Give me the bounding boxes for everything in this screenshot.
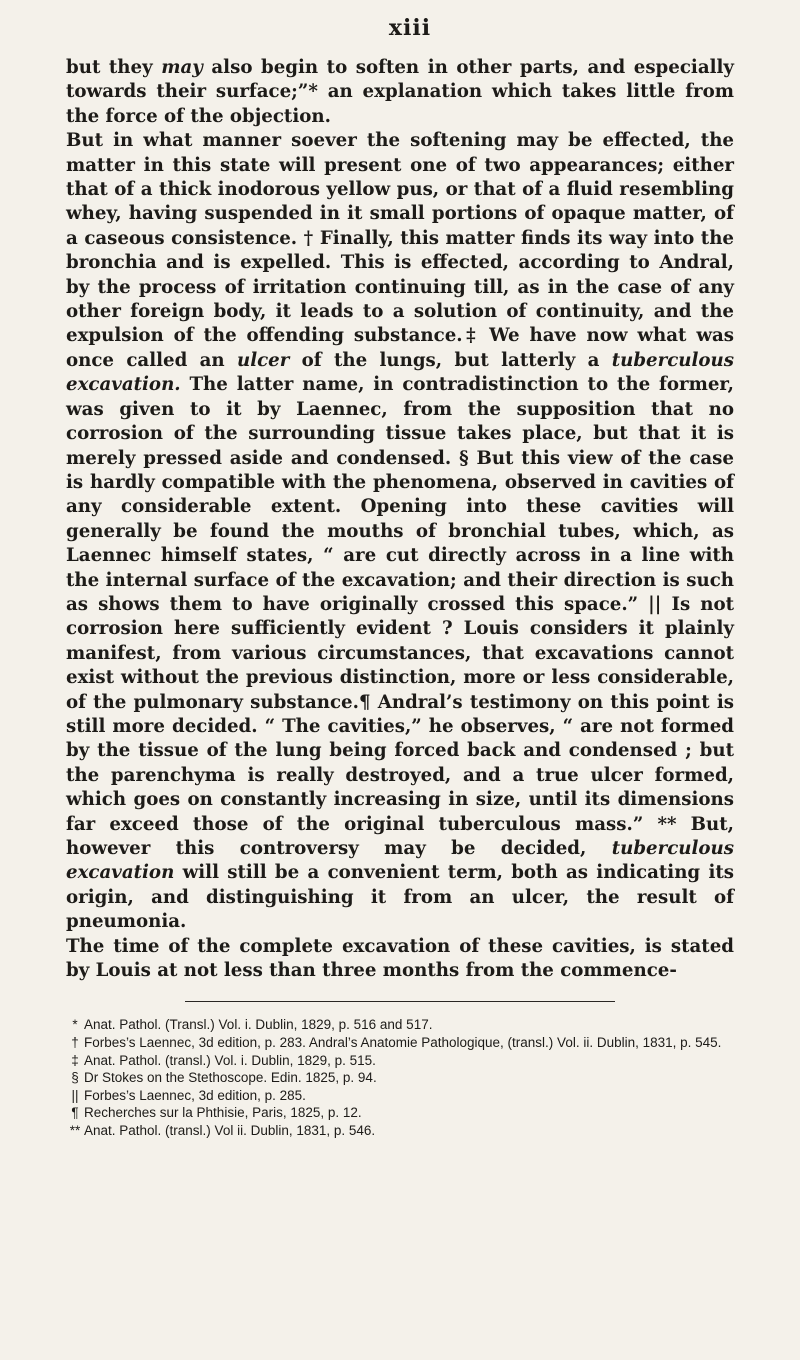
footnote-text: Recherches sur la Phthisie, Paris, 1825, p. 12. [84, 1105, 362, 1121]
footnote-text: Forbes’s Laennec, 3d edition, p. 285. [84, 1087, 306, 1103]
footnote-mark: * [72, 1017, 78, 1033]
paragraph [66, 935, 734, 984]
paragraph [66, 129, 734, 934]
text-run: The time of the complete excavation of these cavities, is stated by Louis at not less than three months from the commence- [66, 935, 734, 982]
footnote-mark: ** [69, 1123, 81, 1138]
italic-run: ulcer [236, 349, 290, 371]
footnote [66, 1069, 734, 1087]
footnotes [66, 1016, 734, 1139]
footnote [66, 1052, 734, 1070]
page-number: xiii [388, 15, 432, 41]
footnote [66, 1104, 734, 1122]
footnote-mark: || [71, 1087, 79, 1103]
footnote [66, 1034, 734, 1052]
footnote-text: Anat. Pathol. (transl.) Vol ii. Dublin, 1831, p. 546. [84, 1123, 376, 1138]
text-run: but they [66, 57, 162, 78]
footnote-mark: § [71, 1070, 79, 1086]
footnote [66, 1122, 734, 1140]
footnote-divider [185, 1001, 615, 1002]
footnote-mark: ‡ [71, 1052, 79, 1068]
footnote-text: Forbes’s Laennec, 3d edition, p. 283. Andral’s Anatomie Pathologique, (transl.) Vol. ii. Dublin, 1831, p. 545. [84, 1035, 722, 1051]
footnote-mark: † [71, 1035, 79, 1051]
body-text [66, 56, 734, 983]
book-page [66, 14, 734, 1140]
footnote-text: Anat. Pathol. (transl.) Vol. i. Dublin, 1829, p. 515. [84, 1052, 376, 1068]
italic-run: tuberculous excavation [66, 838, 734, 884]
text-run: But in what manner soever the softening may be effected, the matter in this state will present one of two appearances; either that of a thick inodorous yellow pus, or that of a fluid resembling whey, having suspended in it small portions of opaque matter, of a caseous consistence. † Finally, this matter finds its way into the bronchia and is expelled. This is effected, according to Andral, by the process of irritation continuing till, as in the case of any other foreign body, it leads to a solution of continuity, and the expulsion of the offending substance.‡ We have now what was once called an [66, 130, 734, 371]
text-run: The latter name, in contradistinction to the former, was given to it by Laennec, from the supposition that no corrosion of the surrounding tissue takes place, but that it is merely pressed aside and condensed. § But this view of the case is hardly compatible with the phenomena, observed in cavities of any considerable extent. Opening into these cavities will generally be found the mouths of bronchial tubes, which, as Laennec himself states, “ are cut directly across in a line with the internal surface of the excavation; and their direction is such as shows them to have originally crossed this space.” || Is not corrosion here sufficiently evident ? Louis considers it plainly manifest, from various circumstances, that excavations cannot exist without the previous distinction, more or less considerable, of the pulmonary substance.¶ Andral’s testimony on this point is still more decided. “ The cavities,” he observes, “ are not formed by the tissue of the lung being forced back and condensed ; but the parenchyma is really destroyed, and a true ulcer formed, which goes on constantly increasing in size, until its dimensions far exceed those of the original tuberculous mass.” ** But, however this controversy may be decided, [66, 374, 734, 859]
italic-run: may [161, 57, 203, 78]
footnote [66, 1087, 734, 1105]
text-run: also begin to soften in other parts, and especially towards their surface;”* an explanation which takes little from the force of the objection. [66, 57, 734, 127]
footnote-text: Dr Stokes on the Stethoscope. Edin. 1825, p. 94. [84, 1070, 377, 1086]
text-run: of the lungs, but latterly a [289, 349, 612, 371]
footnote-mark: ¶ [71, 1105, 79, 1121]
paragraph [66, 56, 734, 129]
text-run: will still be a convenient term, both as indicating its origin, and distinguishing it from an ulcer, the result of pneumonia. [66, 862, 734, 933]
footnote [66, 1016, 734, 1034]
footnote-text: Anat. Pathol. (Transl.) Vol. i. Dublin, 1829, p. 516 and 517. [84, 1017, 433, 1033]
italic-run: tuberculous excavation. [66, 349, 734, 396]
